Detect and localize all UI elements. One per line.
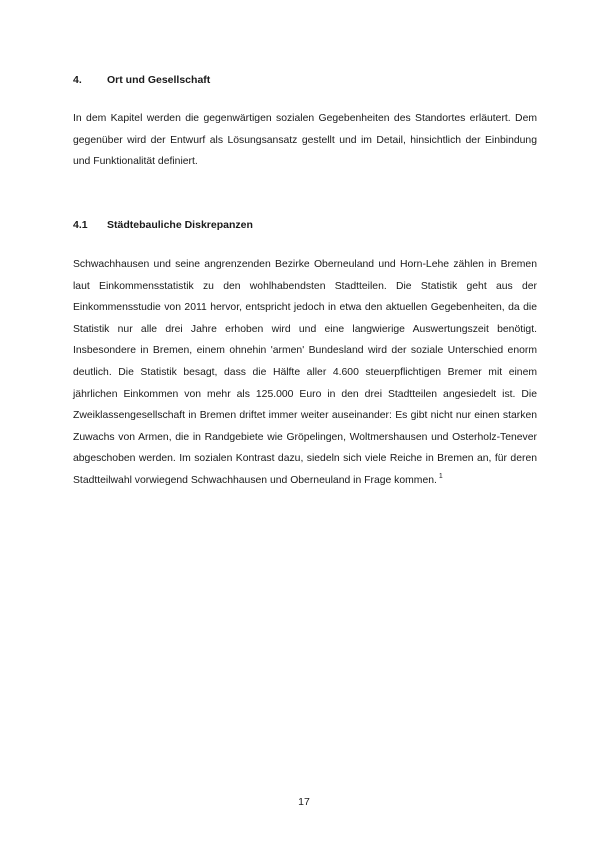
section-intro-paragraph: In dem Kapitel werden die gegenwärtigen sozialen Gegebenheiten des Standortes erläutert. Dem gegenüber wird der Entwurf als Lösungsansatz gestellt und im Detail, hinsichtlich der Einbindung und Funktionalität definiert. [73, 113, 537, 168]
section-number: 4. [73, 74, 82, 86]
body-text: Schwachhausen und seine angrenzenden Bezirke Oberneuland und Horn-Lehe zählen in Bremen laut Einkommensstatistik zu den wohlhabendsten Stadtteilen. Die Statistik geht aus der Einkommensstudie von 2011 hervor, entspricht jedoch in etwa den aktuellen Gegebenheiten, da die Statistik nur alle drei Jahre erhoben wird und eine langwierige Auswertungszeit benötigt. Insbesondere in Bremen, einem ohnehin 'armen' Bundesland wird der soziale Unterschied enorm deutlich. Die Statistik besagt, dass die Hälfte aller 4.600 steuerpflichtigen Bremer mit einem jährlichen Einkommen von mehr als 125.000 Euro in den drei Stadtteilen angesiedelt ist. Die Zweiklassengesellschaft in Bremen driftet immer weiter auseinander: Es gibt nicht nur einen starken Zuwachs von Armen, die in Randgebiete wie Gröpelingen, Woltmershausen und Osterholz-Tenever abgeschoben werden. Im sozialen Kontrast dazu, siedeln sich viele Reiche in Bremen an, für deren Stadtteilwahl vorwiegend Schwachhausen und Oberneuland in Frage kommen. [73, 259, 537, 486]
body-paragraph [73, 254, 537, 492]
subsection-number: 4.1 [73, 219, 88, 231]
page-number: 17 [298, 796, 310, 808]
section-title: Ort und Gesellschaft [107, 74, 211, 86]
footnote-reference[interactable]: 1 [438, 473, 443, 481]
subsection-title: Städtebauliche Diskrepanzen [107, 219, 253, 231]
section-heading [73, 74, 210, 86]
subsection-heading [73, 219, 253, 231]
